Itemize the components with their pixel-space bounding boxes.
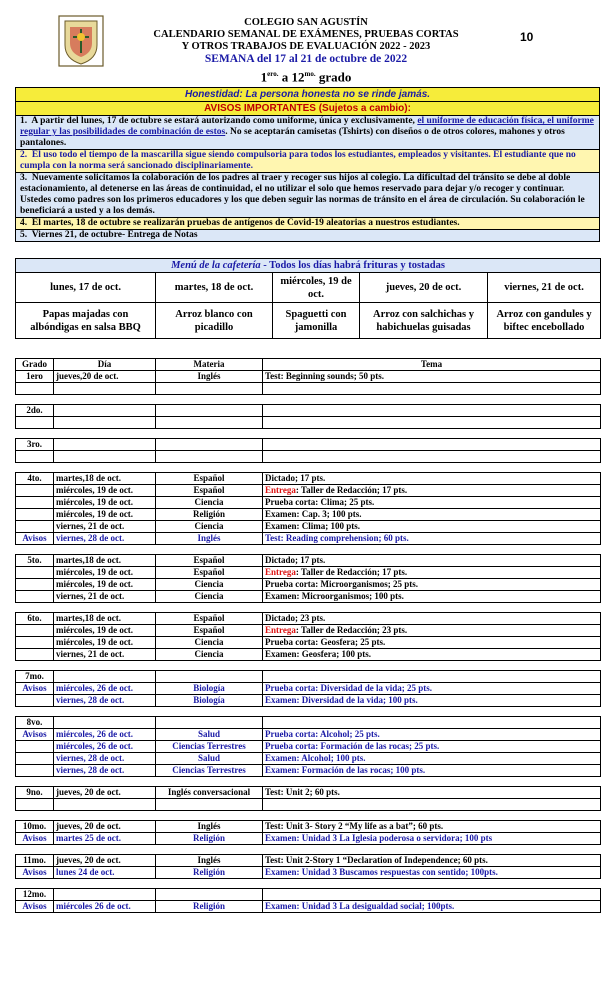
- document-header: [0, 17, 612, 84]
- schedule-row: [16, 567, 601, 579]
- tema-text: Test: Unit 3- Story 2 “My life as a bat”; 60 pts.: [265, 821, 444, 832]
- cell-dia: [54, 383, 156, 395]
- schedule-row: [16, 613, 601, 625]
- tema-text: Prueba corta: Microorganismos; 25 pts.: [265, 579, 419, 590]
- schedule-row: [16, 473, 601, 485]
- spacer-row: [16, 429, 601, 439]
- cell-tema: [263, 579, 601, 591]
- schedule-row: [16, 695, 601, 707]
- cell-materia: Español: [156, 473, 263, 485]
- cell-dia: miércoles, 26 de oct.: [54, 741, 156, 753]
- cell-grado: 2do.: [16, 405, 54, 417]
- schedule-row: [16, 579, 601, 591]
- cell-grado: [16, 451, 54, 463]
- tema-text: Dictado; 23 pts.: [265, 613, 326, 624]
- cell-dia: jueves,20 de oct.: [54, 371, 156, 383]
- tema-text: Examen: Geosfera; 100 pts.: [265, 649, 371, 660]
- cell-tema: [263, 741, 601, 753]
- cell-tema: [263, 695, 601, 707]
- cell-materia: [156, 671, 263, 683]
- cell-tema: [263, 683, 601, 695]
- tema-text: Test: Reading comprehension; 60 pts.: [265, 533, 409, 544]
- cell-dia: viernes, 21 de oct.: [54, 649, 156, 661]
- menu-meal: Arroz con salchichas y habichuelas guisadas: [360, 303, 488, 339]
- cell-dia: martes,18 de oct.: [54, 555, 156, 567]
- schedule-row: [16, 451, 601, 463]
- grade-range: $1^{ero.}$ a $12^{mo.}$ grado: [260, 69, 352, 85]
- cell-dia: martes,18 de oct.: [54, 613, 156, 625]
- cell-materia: Inglés: [156, 821, 263, 833]
- uniform-link[interactable]: el uniforme de educación física, el uniforme regular y las posibilidades de combinación de estos: [20, 116, 594, 137]
- cell-dia: [54, 717, 156, 729]
- menu-meal: Spaguetti con jamonilla: [273, 303, 360, 339]
- cell-materia: [156, 799, 263, 811]
- cell-materia: Ciencias Terrestres: [156, 741, 263, 753]
- spacer-cell: [16, 395, 601, 405]
- schedule-row: [16, 901, 601, 913]
- cell-dia: viernes, 28 de oct.: [54, 533, 156, 545]
- tema-text: Prueba corta: Clima; 25 pts.: [265, 497, 375, 508]
- tema-text: Dictado; 17 pts.: [265, 555, 326, 566]
- cell-materia: [156, 439, 263, 451]
- week-range: SEMANA del 17 al 21 de octubre de 2022: [204, 53, 408, 65]
- cell-grado: Avisos: [16, 833, 54, 845]
- tema-text: Examen: Cap. 3; 100 pts.: [265, 509, 362, 520]
- schedule-row: [16, 799, 601, 811]
- cell-grado: [16, 383, 54, 395]
- cell-dia: miércoles, 19 de oct.: [54, 625, 156, 637]
- cell-materia: Ciencia: [156, 591, 263, 603]
- cell-dia: [54, 671, 156, 683]
- cell-tema: [263, 533, 601, 545]
- cell-materia: [156, 383, 263, 395]
- schedule-row: [16, 533, 601, 545]
- tema-text: Prueba corta: Formación de las rocas; 25 pts.: [265, 741, 440, 752]
- cell-grado: 1ero: [16, 371, 54, 383]
- schedule-row: [16, 383, 601, 395]
- cell-tema: [263, 671, 601, 683]
- col-header-materia: Materia: [156, 359, 263, 371]
- tema-text: Prueba corta: Geosfera; 25 pts.: [265, 637, 386, 648]
- cell-tema: [263, 591, 601, 603]
- aviso-3: 3. Nuevamente solicitamos la colaboración de los padres al traer y recoger sus hijos al colegio. La dificultad del tránsito se debe al doble estacionamiento, al detenerse en las áreas de continuidad, el no utilizar el solo que hemos reservado para dejar y/o recoger y continuar. Ustedes como padres son los primeros educadores y los que deben seguir las normas de tránsito en el área de circulación. Su colaboración le beneficiará a usted y a los demás.: [16, 173, 600, 218]
- cell-tema: [263, 821, 601, 833]
- motto-banner: Honestidad: La persona honesta no se rinde jamás.: [16, 88, 600, 102]
- cell-tema: [263, 717, 601, 729]
- spacer-row: [16, 777, 601, 787]
- cell-tema: [263, 613, 601, 625]
- cell-dia: [54, 405, 156, 417]
- spacer-cell: [16, 603, 601, 613]
- cell-grado: [16, 567, 54, 579]
- schedule-row: [16, 753, 601, 765]
- cell-tema: [263, 567, 601, 579]
- tema-text: Test: Beginning sounds; 50 pts.: [265, 371, 384, 382]
- tema-text: Examen: Diversidad de la vida; 100 pts.: [265, 695, 418, 706]
- cell-tema: [263, 625, 601, 637]
- cell-tema: [263, 753, 601, 765]
- cell-tema: [263, 799, 601, 811]
- spacer-cell: [16, 545, 601, 555]
- schedule-row: [16, 439, 601, 451]
- tema-text: Test: Unit 2; 60 pts.: [265, 787, 340, 798]
- cell-tema: [263, 889, 601, 901]
- spacer-row: [16, 603, 601, 613]
- spacer-row: [16, 463, 601, 473]
- cell-grado: Avisos: [16, 729, 54, 741]
- tema-text: : Taller de Redacción; 23 pts.: [295, 625, 408, 636]
- schedule-row: [16, 787, 601, 799]
- col-header-tema: Tema: [263, 359, 601, 371]
- tema-text: Examen: Formación de las rocas; 100 pts.: [265, 765, 426, 776]
- cell-grado: Avisos: [16, 867, 54, 879]
- cell-materia: Inglés: [156, 371, 263, 383]
- spacer-row: [16, 395, 601, 405]
- schedule-row: [16, 867, 601, 879]
- cell-grado: [16, 741, 54, 753]
- cell-grado: [16, 625, 54, 637]
- cell-tema: [263, 649, 601, 661]
- spacer-cell: [16, 707, 601, 717]
- schedule-row: [16, 591, 601, 603]
- cell-dia: [54, 439, 156, 451]
- cell-dia: miércoles 26 de oct.: [54, 901, 156, 913]
- calendar-title-line2: Y OTROS TRABAJOS DE EVALUACIÓN 2022 - 2023: [181, 41, 431, 52]
- cell-tema: [263, 417, 601, 429]
- cell-materia: Español: [156, 567, 263, 579]
- cell-materia: Español: [156, 625, 263, 637]
- tema-text: Examen: Unidad 3 La desigualdad social; 100pts.: [265, 901, 455, 912]
- cell-grado: Avisos: [16, 901, 54, 913]
- tema-text: Examen: Clima; 100 pts.: [265, 521, 360, 532]
- menu-day: jueves, 20 de oct.: [360, 273, 488, 303]
- spacer-row: [16, 811, 601, 821]
- aviso-2: 2. El uso todo el tiempo de la mascarilla sigue siendo compulsoria para todos los estudiantes, empleados y visitantes. El estudiante que no cumpla con la norma será sancionado disciplinariamente.: [16, 150, 600, 173]
- schedule-row: [16, 741, 601, 753]
- cell-materia: Inglés: [156, 533, 263, 545]
- cell-dia: jueves, 20 de oct.: [54, 855, 156, 867]
- cell-dia: jueves, 20 de oct.: [54, 787, 156, 799]
- spacer-cell: [16, 429, 601, 439]
- cell-materia: Ciencia: [156, 521, 263, 533]
- calendar-title-line1: CALENDARIO SEMANAL DE EXÁMENES, PRUEBAS CORTAS: [153, 29, 459, 40]
- entrega-label: Entrega: [265, 485, 296, 496]
- cell-materia: Religión: [156, 833, 263, 845]
- cell-materia: [156, 889, 263, 901]
- cell-materia: Ciencias Terrestres: [156, 765, 263, 777]
- spacer-row: [16, 545, 601, 555]
- cell-tema: [263, 855, 601, 867]
- cafeteria-menu-table: [15, 258, 601, 339]
- cell-tema: [263, 371, 601, 383]
- cell-tema: [263, 405, 601, 417]
- cell-materia: Religión: [156, 509, 263, 521]
- tema-text: Examen: Unidad 3 La Iglesia poderosa o servidora; 100 pts: [265, 833, 493, 844]
- notices-table: [15, 87, 600, 242]
- cell-grado: [16, 695, 54, 707]
- menu-meal: Arroz con gandules y biftec encebollado: [488, 303, 601, 339]
- schedule-row: [16, 855, 601, 867]
- cell-grado: 10mo.: [16, 821, 54, 833]
- cell-grado: Avisos: [16, 533, 54, 545]
- cell-tema: [263, 485, 601, 497]
- menu-day: viernes, 21 de oct.: [488, 273, 601, 303]
- schedule-row: [16, 765, 601, 777]
- cell-dia: miércoles, 19 de oct.: [54, 567, 156, 579]
- cell-materia: Biología: [156, 695, 263, 707]
- cell-tema: [263, 833, 601, 845]
- tema-text: Examen: Alcohol; 100 pts.: [265, 753, 366, 764]
- menu-title: Menú de la cafetería - Todos los días habrá frituras y tostadas: [16, 259, 601, 273]
- cell-tema: [263, 439, 601, 451]
- spacer-row: [16, 661, 601, 671]
- schedule-row: [16, 405, 601, 417]
- cell-materia: Inglés: [156, 855, 263, 867]
- cell-materia: Ciencia: [156, 649, 263, 661]
- schedule-row: [16, 821, 601, 833]
- cell-grado: 3ro.: [16, 439, 54, 451]
- cell-materia: [156, 717, 263, 729]
- cell-dia: [54, 417, 156, 429]
- menu-day: miércoles, 19 de oct.: [273, 273, 360, 303]
- cell-dia: miércoles, 19 de oct.: [54, 509, 156, 521]
- col-header-dia: Día: [54, 359, 156, 371]
- schedule-row: [16, 683, 601, 695]
- cell-materia: Religión: [156, 867, 263, 879]
- schedule-row: [16, 833, 601, 845]
- tema-text: Examen: Microorganismos; 100 pts.: [265, 591, 404, 602]
- spacer-cell: [16, 879, 601, 889]
- col-header-grado: Grado: [16, 359, 54, 371]
- schedule-row: [16, 637, 601, 649]
- aviso-5: 5. Viernes 21, de octubre- Entrega de Notas: [16, 230, 600, 242]
- spacer-row: [16, 707, 601, 717]
- cell-grado: 7mo.: [16, 671, 54, 683]
- cell-dia: martes 25 de oct.: [54, 833, 156, 845]
- menu-meal: Arroz blanco con picadillo: [156, 303, 273, 339]
- spacer-cell: [16, 463, 601, 473]
- cell-grado: [16, 509, 54, 521]
- cell-grado: [16, 579, 54, 591]
- cell-dia: miércoles, 19 de oct.: [54, 637, 156, 649]
- cell-tema: [263, 637, 601, 649]
- schedule-row: [16, 729, 601, 741]
- evaluation-schedule-table: [15, 358, 601, 913]
- cell-grado: [16, 497, 54, 509]
- schedule-row: [16, 521, 601, 533]
- cell-grado: [16, 637, 54, 649]
- spacer-cell: [16, 845, 601, 855]
- cell-dia: [54, 451, 156, 463]
- cell-dia: miércoles, 19 de oct.: [54, 485, 156, 497]
- cell-tema: [263, 473, 601, 485]
- tema-text: Examen: Unidad 3 Buscamos respuestas con sentido; 100pts.: [265, 867, 498, 878]
- tema-text: Prueba corta: Alcohol; 25 pts.: [265, 729, 380, 740]
- cell-materia: Salud: [156, 753, 263, 765]
- cell-tema: [263, 509, 601, 521]
- cell-grado: [16, 521, 54, 533]
- schedule-row: [16, 717, 601, 729]
- aviso-1: 1. A partir del lunes, 17 de octubre se estará autorizando como uniforme, única y exclusivamente, el uniforme de educación física, el uniforme regular y las posibilidades de combinación de estos. No se aceptarán camisetas (Tshirts) con diseños o de otros colores, mahones y otros pantalones.: [16, 116, 600, 150]
- cell-grado: 4to.: [16, 473, 54, 485]
- spacer-cell: [16, 811, 601, 821]
- cell-materia: Ciencia: [156, 637, 263, 649]
- cell-grado: [16, 417, 54, 429]
- schedule-row: [16, 509, 601, 521]
- schedule-row: [16, 485, 601, 497]
- cell-grado: 12mo.: [16, 889, 54, 901]
- cell-tema: [263, 765, 601, 777]
- tema-text: Prueba corta: Diversidad de la vida; 25 pts.: [265, 683, 432, 694]
- school-name: COLEGIO SAN AGUSTÍN: [244, 17, 368, 28]
- cell-tema: [263, 555, 601, 567]
- cell-grado: 6to.: [16, 613, 54, 625]
- tema-text: : Taller de Redacción; 17 pts.: [295, 485, 408, 496]
- cell-dia: viernes, 28 de oct.: [54, 753, 156, 765]
- spacer-row: [16, 845, 601, 855]
- cell-dia: [54, 889, 156, 901]
- cell-grado: [16, 799, 54, 811]
- menu-day: lunes, 17 de oct.: [16, 273, 156, 303]
- cell-grado: 8vo.: [16, 717, 54, 729]
- cell-grado: 5to.: [16, 555, 54, 567]
- cell-grado: Avisos: [16, 683, 54, 695]
- cell-dia: viernes, 28 de oct.: [54, 695, 156, 707]
- cell-materia: Biología: [156, 683, 263, 695]
- cell-materia: [156, 405, 263, 417]
- cell-materia: Español: [156, 613, 263, 625]
- cell-materia: Español: [156, 555, 263, 567]
- page-number: 10: [520, 30, 534, 44]
- cell-grado: [16, 591, 54, 603]
- schedule-row: [16, 417, 601, 429]
- entrega-label: Entrega: [265, 567, 296, 578]
- menu-meal: Papas majadas con albóndigas en salsa BBQ: [16, 303, 156, 339]
- cell-dia: miércoles, 26 de oct.: [54, 729, 156, 741]
- cell-materia: Ciencia: [156, 579, 263, 591]
- cell-materia: [156, 417, 263, 429]
- cell-grado: [16, 649, 54, 661]
- cell-materia: [156, 451, 263, 463]
- cell-materia: Inglés conversacional: [156, 787, 263, 799]
- schedule-row: [16, 671, 601, 683]
- cell-tema: [263, 497, 601, 509]
- cell-grado: [16, 753, 54, 765]
- cell-dia: viernes, 21 de oct.: [54, 521, 156, 533]
- cell-grado: 9no.: [16, 787, 54, 799]
- cell-dia: martes,18 de oct.: [54, 473, 156, 485]
- cell-tema: [263, 787, 601, 799]
- cell-tema: [263, 383, 601, 395]
- spacer-cell: [16, 777, 601, 787]
- menu-day: martes, 18 de oct.: [156, 273, 273, 303]
- avisos-title: AVISOS IMPORTANTES (Sujetos a cambio):: [16, 102, 600, 116]
- tema-text: Test: Unit 2-Story 1 “Declaration of Independence; 60 pts.: [265, 855, 488, 866]
- cell-grado: 11mo.: [16, 855, 54, 867]
- cell-tema: [263, 521, 601, 533]
- cell-grado: [16, 485, 54, 497]
- schedule-row: [16, 625, 601, 637]
- cell-materia: Religión: [156, 901, 263, 913]
- cell-dia: viernes, 28 de oct.: [54, 765, 156, 777]
- cell-dia: jueves, 20 de oct.: [54, 821, 156, 833]
- cell-materia: Español: [156, 485, 263, 497]
- schedule-row: [16, 649, 601, 661]
- cell-materia: Ciencia: [156, 497, 263, 509]
- cell-tema: [263, 451, 601, 463]
- cell-dia: viernes, 21 de oct.: [54, 591, 156, 603]
- cell-tema: [263, 901, 601, 913]
- entrega-label: Entrega: [265, 625, 296, 636]
- cell-dia: miércoles, 19 de oct.: [54, 579, 156, 591]
- tema-text: : Taller de Redacción; 17 pts.: [295, 567, 408, 578]
- cell-grado: [16, 765, 54, 777]
- cell-materia: Salud: [156, 729, 263, 741]
- cell-dia: miércoles, 26 de oct.: [54, 683, 156, 695]
- spacer-row: [16, 879, 601, 889]
- cell-tema: [263, 867, 601, 879]
- schedule-row: [16, 371, 601, 383]
- tema-text: Dictado; 17 pts.: [265, 473, 326, 484]
- schedule-row: [16, 889, 601, 901]
- spacer-cell: [16, 661, 601, 671]
- aviso-4: 4. El martes, 18 de octubre se realizarán pruebas de antígenos de Covid-19 aleatorias a nuestros estudiantes.: [16, 218, 600, 230]
- cell-dia: lunes 24 de oct.: [54, 867, 156, 879]
- cell-dia: [54, 799, 156, 811]
- schedule-row: [16, 555, 601, 567]
- cell-tema: [263, 729, 601, 741]
- schedule-row: [16, 497, 601, 509]
- cell-dia: miércoles, 19 de oct.: [54, 497, 156, 509]
